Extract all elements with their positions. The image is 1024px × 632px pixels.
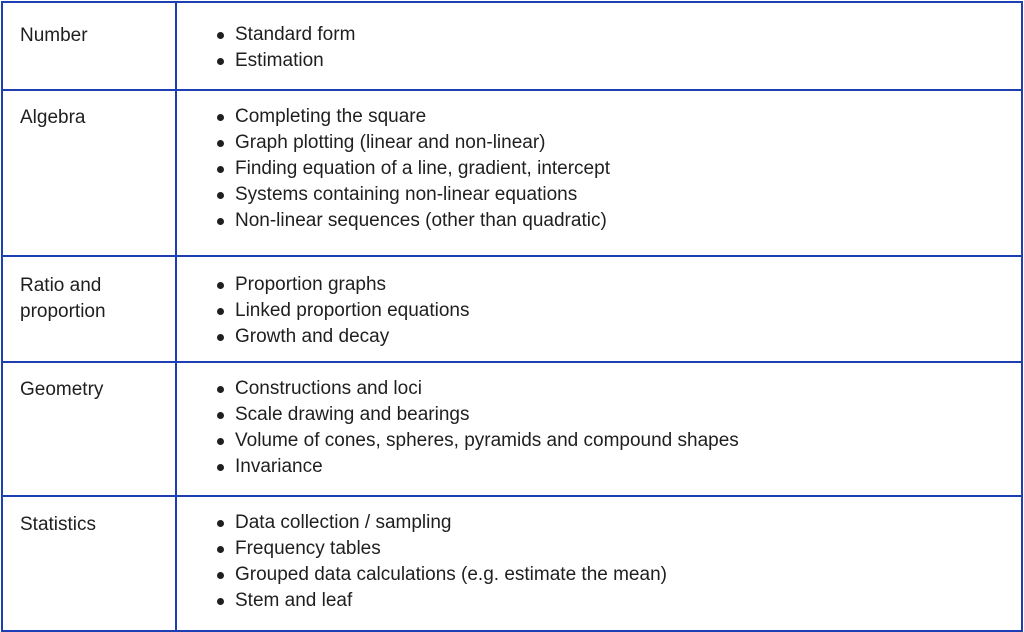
table-row-algebra xyxy=(2,90,1022,256)
list-item: Grouped data calculations (e.g. estimate the mean) xyxy=(217,562,1021,588)
category-label-statistics: Statistics xyxy=(20,514,97,535)
topics-table-body xyxy=(2,2,1022,631)
list-item: Frequency tables xyxy=(217,536,1021,562)
category-cell xyxy=(2,496,176,631)
list-item: Growth and decay xyxy=(217,324,1021,350)
table-row-geometry xyxy=(2,362,1022,496)
bullet-list-statistics xyxy=(177,497,1021,614)
table-row-ratio-and-proportion xyxy=(2,256,1022,362)
category-label-algebra: Algebra xyxy=(20,107,86,128)
category-label-geometry: Geometry xyxy=(20,379,104,400)
category-label-number: Number xyxy=(20,25,88,46)
category-cell xyxy=(2,256,176,362)
table-row-statistics xyxy=(2,496,1022,631)
list-item: Data collection / sampling xyxy=(217,510,1021,536)
items-cell xyxy=(176,362,1022,496)
list-item: Completing the square xyxy=(217,104,1021,130)
list-item: Stem and leaf xyxy=(217,588,1021,614)
items-cell xyxy=(176,496,1022,631)
list-item: Proportion graphs xyxy=(217,272,1021,298)
list-item: Volume of cones, spheres, pyramids and compound shapes xyxy=(217,428,1021,454)
bullet-list-algebra xyxy=(177,91,1021,234)
list-item: Graph plotting (linear and non-linear) xyxy=(217,130,1021,156)
items-cell xyxy=(176,256,1022,362)
list-item: Constructions and loci xyxy=(217,376,1021,402)
list-item: Systems containing non-linear equations xyxy=(217,182,1021,208)
bullet-list-number xyxy=(177,3,1021,74)
list-item: Estimation xyxy=(217,48,1021,74)
list-item: Scale drawing and bearings xyxy=(217,402,1021,428)
category-label-ratio-and-proportion: Ratio and proportion xyxy=(20,275,106,322)
category-cell xyxy=(2,2,176,90)
list-item: Linked proportion equations xyxy=(217,298,1021,324)
bullet-list-ratio-and-proportion xyxy=(177,257,1021,350)
list-item: Finding equation of a line, gradient, intercept xyxy=(217,156,1021,182)
list-item: Standard form xyxy=(217,22,1021,48)
list-item: Non-linear sequences (other than quadratic) xyxy=(217,208,1021,234)
items-cell xyxy=(176,2,1022,90)
items-cell xyxy=(176,90,1022,256)
table-row-number xyxy=(2,2,1022,90)
category-cell xyxy=(2,362,176,496)
topics-table xyxy=(1,1,1023,632)
list-item: Invariance xyxy=(217,454,1021,480)
category-cell xyxy=(2,90,176,256)
bullet-list-geometry xyxy=(177,363,1021,480)
